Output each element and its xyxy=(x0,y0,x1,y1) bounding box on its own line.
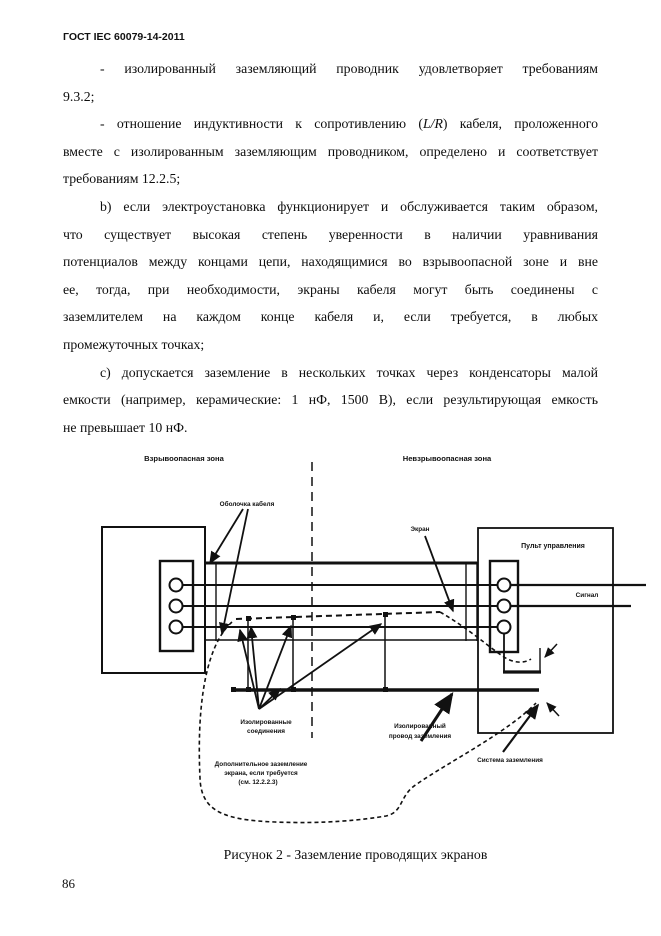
insulated-ground-wire-label-line1: Изолированный xyxy=(394,723,446,730)
cable-sheath-outline xyxy=(205,562,477,641)
figure-diagram xyxy=(90,448,661,843)
text-line xyxy=(63,110,598,138)
non-hazardous-zone-label: Невзрывоопасная зона xyxy=(402,454,492,463)
text-line: c) допускается заземление в нескольких точках через конденсаторы малой xyxy=(100,364,598,380)
insulated-ground-wire-label-line2: провод заземления xyxy=(388,733,452,740)
text-line: вместе с изолированным заземляющим проводником, определено и соответствует xyxy=(63,143,598,159)
text-line: b) если электроустановка функционирует и обслуживается таким образом, xyxy=(100,198,598,214)
text-line: потенциалов между концами цепи, находящимися во взрывоопасной зоне и вне xyxy=(63,254,598,270)
text-segment: - отношение индуктивности к сопротивлению ( xyxy=(100,116,423,132)
additional-grounding-label-line2: экрана, если требуется xyxy=(224,770,298,777)
shield-label: Экран xyxy=(410,526,430,533)
insulated-connections-label-line1: Изолированные xyxy=(240,719,292,726)
junction-dots xyxy=(231,612,388,692)
additional-grounding-label-line3: (см. 12.2.2.3) xyxy=(238,779,278,786)
additional-grounding-label-line1: Дополнительное заземление xyxy=(214,761,308,768)
grounding-diagram xyxy=(90,448,661,843)
text-line: емкости (например, керамические: 1 нФ, 1500 В), если результирующая емкость xyxy=(63,392,598,408)
hazardous-zone-label: Взрывоопасная зона xyxy=(144,454,224,463)
figure-caption: Рисунок 2 - Заземление проводящих экранов xyxy=(223,847,488,862)
text-body xyxy=(63,55,598,441)
signal-label: Сигнал xyxy=(575,592,599,599)
label-arrows xyxy=(210,509,538,752)
control-panel-label: Пульт управления xyxy=(521,543,585,550)
text-line: требованиям 12.2.5; xyxy=(63,171,181,187)
text-line: что существует высокая степень уверенности в наличии уравнивания xyxy=(63,226,598,242)
text-line: промежуточных точках; xyxy=(63,336,205,352)
field-device-box xyxy=(102,527,205,673)
text-line: ее, тогда, при необходимости, экраны кабеля могут быть соединены с xyxy=(63,281,598,297)
control-panel-box xyxy=(478,528,646,733)
cable-sheath-label: Оболочка кабеля xyxy=(219,501,275,508)
document-header: ГОСТ IEC 60079-14-2011 xyxy=(63,31,185,43)
text-line: - изолированный заземляющий проводник удовлетворяет требованиям xyxy=(100,61,598,76)
insulated-connections-label-line2: соединения xyxy=(247,728,285,735)
text-segment-italic: L/R xyxy=(422,116,443,132)
text-line: 9.3.2; xyxy=(63,88,95,104)
grounding-point-arrows xyxy=(545,644,559,716)
insulated-connections-arrows xyxy=(240,624,381,709)
grounding-system-label: Система заземления xyxy=(477,757,543,764)
text-line: не превышает 10 нФ. xyxy=(63,419,188,435)
text-segment: ) кабеля, проложенного xyxy=(442,116,599,132)
page-number: 86 xyxy=(62,876,75,891)
text-line: заземлителем на каждом конце кабеля и, если требуется, в любых xyxy=(63,309,598,325)
